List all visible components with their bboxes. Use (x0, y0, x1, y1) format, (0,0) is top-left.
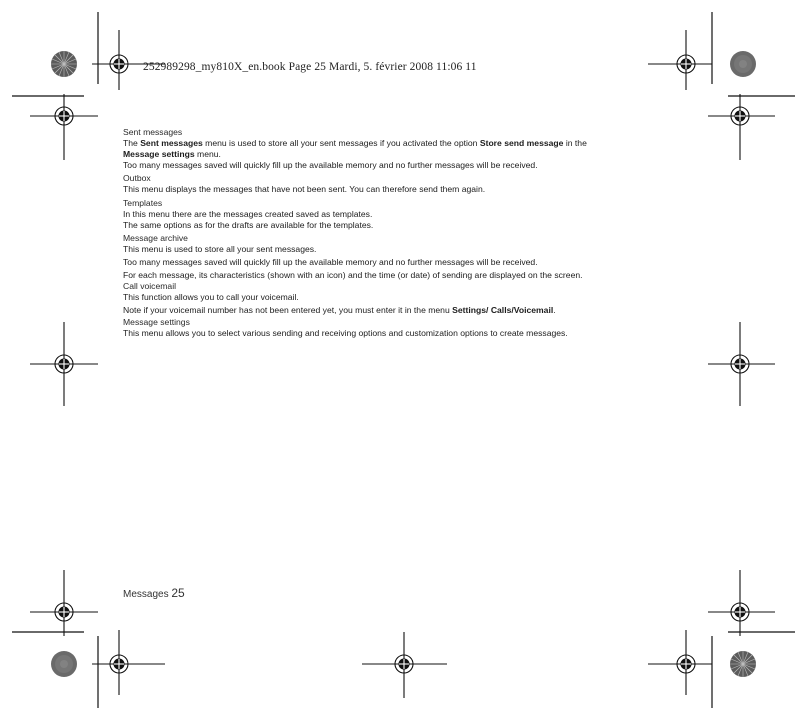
registration-mark-top-right (648, 30, 712, 90)
color-target-bottom-left (51, 651, 77, 677)
page-content (123, 127, 703, 339)
menu-path-voicemail: Settings/ Calls/Voicemail (452, 305, 554, 316)
paragraph-sent-2: Too many messages saved will quickly fill up the available memory and no further messages will be received. (123, 160, 538, 171)
paragraph-templates-1: In this menu there are the messages created saved as templates. (123, 208, 373, 219)
paragraph-voicemail-2 (123, 305, 703, 316)
paragraph-archive-3: For each message, its characteristics (shown with an icon) and the time (or date) of sending are displayed on the screen. (123, 270, 583, 281)
page-footer (123, 586, 185, 600)
print-slug-header: 252989298_my810X_en.book Page 25 Mardi, 5. février 2008 11:06 11 (143, 61, 477, 73)
color-target-top-right (730, 51, 756, 77)
option-name-store-send-message: Store send message (479, 138, 564, 149)
paragraph-outbox-1: This menu displays the messages that have not been sent. You can therefore send them again. (123, 184, 486, 195)
color-target-bottom-right (730, 651, 756, 677)
registration-mark-bottom-left (92, 630, 165, 695)
text-run: menu. (194, 149, 221, 160)
section-heading-message-archive: Message archive (123, 232, 188, 243)
paragraph-archive-1: This menu is used to store all your sent messages. (123, 243, 317, 254)
section-heading-templates: Templates (123, 197, 163, 208)
paragraph-archive-2: Too many messages saved will quickly fill up the available memory and no further messages will be received. (123, 257, 538, 268)
registration-mark-right-upper (708, 94, 775, 160)
text-run: . (553, 305, 556, 316)
paragraph-templates-2: The same options as for the drafts are available for the templates. (123, 219, 374, 230)
registration-mark-left-lower (30, 570, 98, 636)
text-run: in the (563, 138, 587, 149)
section-heading-message-settings: Message settings (123, 316, 190, 327)
registration-mark-bottom-right (648, 630, 712, 695)
registration-mark-top-left (92, 30, 165, 90)
paragraph-sent-1-cont (123, 149, 703, 160)
paragraph-sent-1 (123, 138, 703, 149)
section-heading-call-voicemail: Call voicemail (123, 281, 177, 292)
color-target-top-left (51, 51, 77, 77)
menu-name-message-settings: Message settings (123, 149, 195, 160)
text-run: The (123, 138, 141, 149)
paragraph-settings-1: This menu allows you to select various sending and receiving options and customization options to create messages. (123, 327, 568, 338)
registration-mark-left-upper (30, 94, 98, 160)
registration-mark-bottom-center (362, 632, 447, 698)
text-run: Note if your voicemail number has not been entered yet, you must enter it in the menu (123, 305, 453, 316)
menu-name-sent-messages: Sent messages (140, 138, 203, 149)
paragraph-voicemail-1: This function allows you to call your voicemail. (123, 292, 299, 303)
registration-mark-left-middle (30, 322, 98, 406)
text-run: menu is used to store all your sent messages if you activated the option (202, 138, 480, 149)
registration-mark-right-lower (708, 570, 775, 636)
section-heading-outbox: Outbox (123, 173, 151, 184)
section-heading-sent-messages: Sent messages (123, 127, 183, 137)
page-number: 25 (171, 586, 185, 600)
footer-section-label: Messages (123, 589, 169, 600)
registration-mark-right-middle (708, 322, 775, 406)
